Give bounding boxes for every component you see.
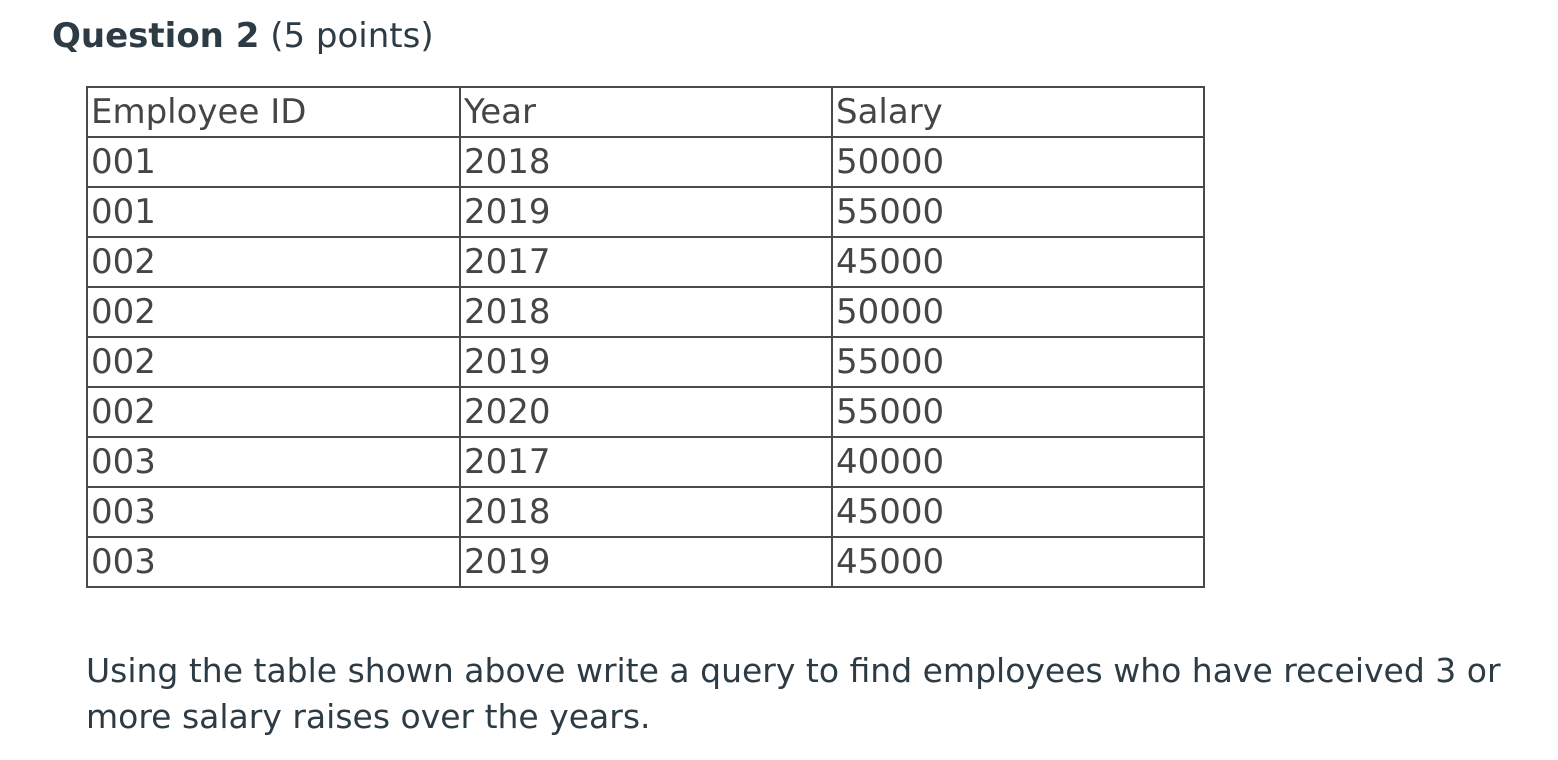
cell-employee-id: 003 <box>87 487 460 537</box>
cell-employee-id: 001 <box>87 187 460 237</box>
table-row <box>87 537 1204 587</box>
table-row <box>87 337 1204 387</box>
cell-salary: 50000 <box>832 287 1204 337</box>
cell-salary: 55000 <box>832 387 1204 437</box>
table-header-row <box>87 87 1204 137</box>
cell-employee-id: 003 <box>87 537 460 587</box>
cell-salary: 55000 <box>832 187 1204 237</box>
table-row <box>87 287 1204 337</box>
cell-employee-id: 002 <box>87 387 460 437</box>
column-header-year: Year <box>460 87 832 137</box>
cell-employee-id: 003 <box>87 437 460 487</box>
cell-employee-id: 002 <box>87 337 460 387</box>
cell-salary: 45000 <box>832 537 1204 587</box>
cell-year: 2019 <box>460 337 832 387</box>
table-row <box>87 387 1204 437</box>
cell-salary: 55000 <box>832 337 1204 387</box>
table-row <box>87 187 1204 237</box>
cell-year: 2020 <box>460 387 832 437</box>
cell-year: 2018 <box>460 137 832 187</box>
cell-salary: 45000 <box>832 237 1204 287</box>
cell-salary: 50000 <box>832 137 1204 187</box>
cell-employee-id: 002 <box>87 287 460 337</box>
cell-year: 2018 <box>460 487 832 537</box>
cell-employee-id: 002 <box>87 237 460 287</box>
table-row <box>87 237 1204 287</box>
cell-employee-id: 001 <box>87 137 460 187</box>
table-row <box>87 437 1204 487</box>
table-row <box>87 487 1204 537</box>
cell-salary: 40000 <box>832 437 1204 487</box>
column-header-salary: Salary <box>832 87 1204 137</box>
cell-year: 2018 <box>460 287 832 337</box>
cell-salary: 45000 <box>832 487 1204 537</box>
table-row <box>87 137 1204 187</box>
cell-year: 2019 <box>460 537 832 587</box>
cell-year: 2019 <box>460 187 832 237</box>
question-prompt: Using the table shown above write a query to find employees who have received 3 or more salary raises over the years. <box>86 651 1501 736</box>
question-points: (5 points) <box>270 16 434 56</box>
cell-year: 2017 <box>460 437 832 487</box>
question-title: Question 2 <box>52 16 260 56</box>
cell-year: 2017 <box>460 237 832 287</box>
column-header-employee-id: Employee ID <box>87 87 460 137</box>
question-header <box>52 14 434 58</box>
salary-table <box>86 86 1205 588</box>
